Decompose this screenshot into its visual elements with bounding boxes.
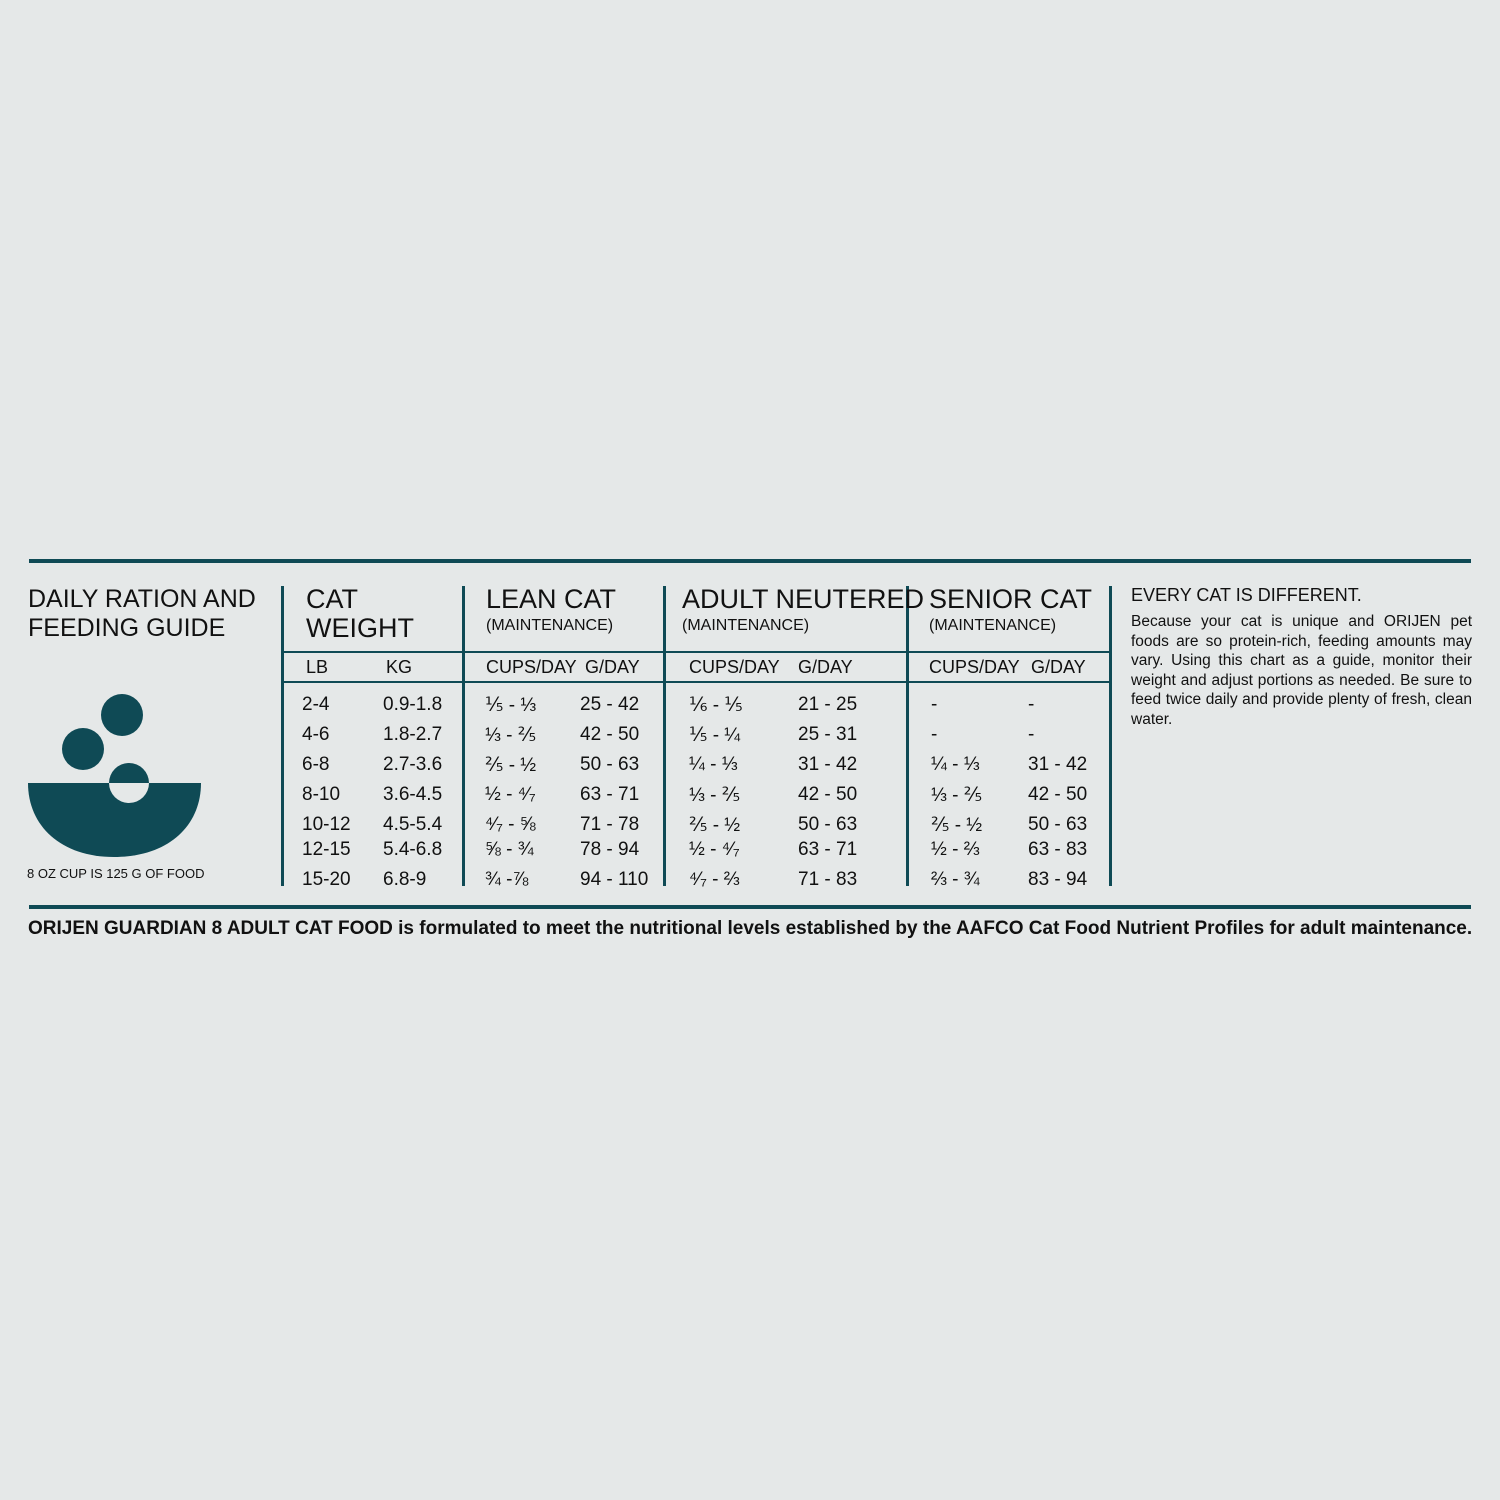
cell-neutered-g: 21 - 25: [798, 694, 858, 715]
cell-senior-cups: -: [931, 694, 938, 715]
cell-neutered-g: 31 - 42: [798, 754, 858, 775]
cell-lean-g: 25 - 42: [580, 694, 640, 715]
cell-neutered-g: 63 - 71: [798, 839, 858, 860]
cell-senior-g: 83 - 94: [1028, 869, 1088, 890]
cell-kg: 4.5-5.4: [383, 814, 443, 835]
cell-lean-g: 78 - 94: [580, 839, 640, 860]
cell-lb: 8-10: [302, 784, 341, 805]
note-body: Because your cat is unique and ORIJEN pet foods are so protein-rich, feeding amounts may vary. Using this chart as a guide, monitor their weight and adjust portions as needed. Be sure to feed twice daily and provide plenty of fresh, clean water.: [1131, 613, 1472, 728]
cell-lean-cups: ⁴⁄₇ - ⅝: [485, 814, 536, 835]
guide-title-line-1: DAILY RATION AND: [28, 585, 256, 613]
header-adult-neutered-sub: (MAINTENANCE): [682, 617, 810, 634]
col-senior-cups: CUPS/DAY: [929, 657, 1020, 677]
cell-lb: 15-20: [302, 869, 351, 890]
cell-neutered-cups: ¼ - ⅓: [689, 754, 738, 775]
header-cat-weight-line-2: WEIGHT: [306, 613, 414, 643]
cell-neutered-cups: ⅖ - ½: [689, 815, 741, 836]
note-title: EVERY CAT IS DIFFERENT.: [1131, 585, 1362, 605]
header-lean-cat-sub: (MAINTENANCE): [486, 617, 614, 634]
header-adult-neutered: ADULT NEUTERED: [682, 584, 925, 614]
cell-lean-g: 71 - 78: [580, 814, 640, 835]
column-header-top-rule: [283, 651, 1109, 653]
cell-kg: 6.8-9: [383, 869, 427, 890]
col-kg: KG: [386, 657, 413, 677]
divider-senior: [906, 586, 909, 886]
cell-lean-g: 50 - 63: [580, 754, 640, 775]
cell-lean-cups: ⅓ - ⅖: [485, 725, 537, 746]
cell-lean-cups: ⅕ - ⅓: [485, 695, 537, 716]
cell-lb: 10-12: [302, 814, 351, 835]
cell-senior-g: -: [1028, 694, 1035, 715]
col-neutered-g: G/DAY: [798, 657, 853, 677]
col-lean-g: G/DAY: [585, 657, 640, 677]
cell-neutered-cups: ⁴⁄₇ - ⅔: [689, 869, 740, 890]
top-rule: [29, 559, 1471, 563]
cell-lean-cups: ⅝ - ¾: [485, 839, 534, 860]
cell-senior-cups: ⅖ - ½: [931, 815, 983, 836]
column-header-bottom-rule: [283, 681, 1109, 683]
food-bowl-icon: [28, 694, 204, 860]
cell-neutered-cups: ⅕ - ¼: [689, 725, 741, 746]
cell-neutered-g: 50 - 63: [798, 814, 858, 835]
cell-lb: 6-8: [302, 754, 330, 775]
cell-lean-cups: ⅖ - ½: [485, 755, 537, 776]
header-cat-weight-line-1: CAT: [306, 584, 358, 614]
cell-senior-g: 63 - 83: [1028, 839, 1088, 860]
cell-kg: 2.7-3.6: [383, 754, 443, 775]
bottom-rule: [29, 905, 1471, 909]
cell-kg: 3.6-4.5: [383, 784, 443, 805]
cell-senior-cups: ⅓ - ⅖: [931, 785, 983, 806]
guide-title: [28, 585, 256, 643]
cell-lb: 4-6: [302, 724, 330, 745]
cell-neutered-g: 25 - 31: [798, 724, 858, 745]
cell-neutered-g: 42 - 50: [798, 784, 858, 805]
cell-lean-g: 94 - 110: [580, 869, 649, 890]
col-lean-cups: CUPS/DAY: [486, 657, 577, 677]
cell-senior-g: 31 - 42: [1028, 754, 1088, 775]
cell-lean-g: 63 - 71: [580, 784, 640, 805]
header-cat-weight: [306, 585, 414, 643]
cell-kg: 5.4-6.8: [383, 839, 443, 860]
cell-lean-cups: ½ - ⁴⁄₇: [485, 784, 536, 805]
footer-statement: ORIJEN GUARDIAN 8 ADULT CAT FOOD is formulated to meet the nutritional levels established by the AAFCO Cat Food Nutrient Profiles for adult maintenance.: [28, 918, 1473, 939]
cell-kg: 0.9-1.8: [383, 694, 443, 715]
header-senior-cat: SENIOR CAT: [929, 584, 1093, 614]
divider-note: [1109, 586, 1112, 886]
divider-lean: [462, 586, 465, 886]
cup-note: 8 OZ CUP IS 125 G OF FOOD: [27, 866, 205, 881]
header-lean-cat: LEAN CAT: [486, 584, 617, 614]
col-senior-g: G/DAY: [1031, 657, 1086, 677]
col-lb: LB: [306, 657, 329, 677]
cell-senior-g: 42 - 50: [1028, 784, 1088, 805]
cell-kg: 1.8-2.7: [383, 724, 443, 745]
cell-senior-cups: ⅔ - ¾: [931, 869, 980, 890]
divider-neutered: [663, 586, 666, 886]
cell-neutered-cups: ⅓ - ⅖: [689, 785, 741, 806]
cell-lb: 12-15: [302, 839, 351, 860]
guide-title-line-2: FEEDING GUIDE: [28, 614, 226, 642]
cell-senior-g: -: [1028, 724, 1035, 745]
cell-senior-g: 50 - 63: [1028, 814, 1088, 835]
cell-senior-cups: ½ - ⅔: [931, 839, 980, 860]
divider-weight: [281, 586, 284, 886]
cell-neutered-cups: ½ - ⁴⁄₇: [689, 839, 740, 860]
cell-senior-cups: ¼ - ⅓: [931, 754, 980, 775]
col-neutered-cups: CUPS/DAY: [689, 657, 780, 677]
cell-lb: 2-4: [302, 694, 330, 715]
header-senior-cat-sub: (MAINTENANCE): [929, 617, 1057, 634]
cell-lean-cups: ¾ -⅞: [485, 869, 529, 890]
cell-neutered-cups: ⅙ - ⅕: [689, 695, 743, 716]
cell-senior-cups: -: [931, 724, 938, 745]
cell-neutered-g: 71 - 83: [798, 869, 858, 890]
cell-lean-g: 42 - 50: [580, 724, 640, 745]
